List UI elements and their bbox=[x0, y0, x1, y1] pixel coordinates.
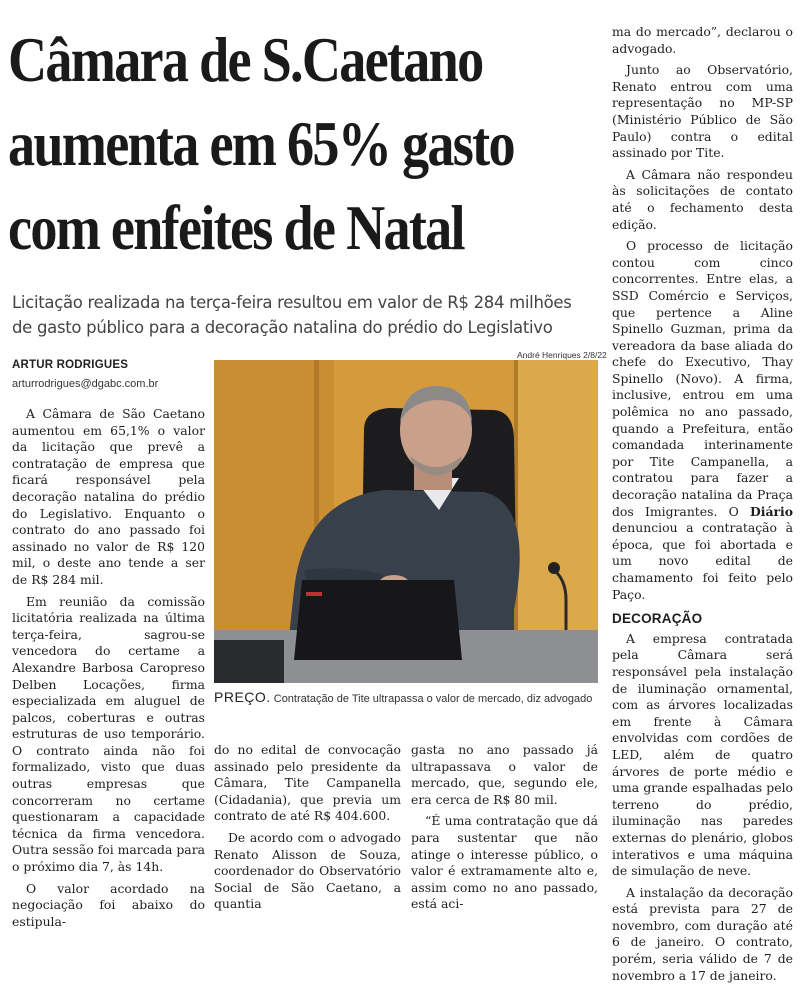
paragraph: do no edital de convocação assinado pelo presidente da Câmara, Tite Campanella (Cidadania), que previa um contrato de até R$ 404.600. bbox=[214, 742, 401, 824]
paragraph: A instalação da decoração está prevista para 27 de novembro, com duração até 6 de janeiro. O contrato, porém, seria válido de 7 de novembro a 17 de janeiro. bbox=[612, 884, 793, 983]
paragraph-text: denunciou a contratação à época, que foi abortada e um novo edital de chamamento foi feito pelo Paço. bbox=[612, 520, 793, 602]
article-column-2 bbox=[214, 742, 401, 918]
article-photo bbox=[214, 360, 598, 683]
paragraph: De acordo com o advogado Renato Alisson de Souza, coordenador do Observatório Social de São Caetano, a quantia bbox=[214, 829, 401, 912]
author-byline: ARTUR RODRIGUES bbox=[12, 359, 129, 371]
subheadline-line-1: Licitação realizada na terça-feira resultou em valor de R$ 284 milhões bbox=[12, 293, 572, 312]
paragraph: A Câmara de São Caetano aumentou em 65,1% o valor da licitação que prevê a contratação de empresa que ficará responsável pela decoração natalina do prédio do Legislativo. Enquanto o contrato do ano passado foi assinado no valor de R$ 120 mil, o deste ano tende a ser de R$ 284 mil. bbox=[12, 406, 205, 587]
article-column-1 bbox=[12, 406, 205, 935]
section-heading: DECORAÇÃO bbox=[612, 611, 703, 627]
desk-object bbox=[214, 640, 284, 683]
headline bbox=[8, 18, 524, 270]
paragraph: “É uma contratação que dá para sustentar que não atinge o interesse público, o valor é extramamente alto e, assim como no ano passado, está aci- bbox=[411, 813, 598, 912]
article-column-4 bbox=[612, 24, 793, 989]
author-email: arturrodrigues@dgabc.com.br bbox=[12, 378, 159, 390]
caption-text: Contratação de Tite ultrapassa o valor de mercado, diz advogado bbox=[273, 693, 593, 705]
paragraph: Em reunião da comissão licitatória realizada na última terça-feira, sagrou-se vencedora do certame a Alexandre Barbosa Caropreso Delben Locações, firma especializada em aluguel de palcos, coberturas e outras estruturas de uso temporário. O contrato ainda não foi formalizado, visto que duas outras empresas que concorreram no certame questionaram a capacidade técnica da firma vencedora. Outra sessão foi marcada para o próximo dia 7, às 14h. bbox=[12, 593, 205, 875]
paragraph-text: O processo de licitação contou com cinco concorrentes. Entre elas, a SSD Comércio e Serviços, que pertence a Aline Spinello Guzman, prima da vereadora da base aliada do chefe do Executivo, Thay Spinello (Novo). A firma, inclusive, entrou em uma polêmica no ano passado, quando a Prefeitura, então comandada interinamente por Tite Campanella, a contratou para fazer a decoração natalina da Praça dos Imigrantes. O bbox=[612, 238, 793, 519]
paragraph: Junto ao Observatório, Renato entrou com uma representação no MP-SP (Ministério Público de São Paulo) contra o edital assinado por Tite. bbox=[612, 62, 793, 161]
subheadline-line-2: de gasto público para a decoração natalina do prédio do Legislativo bbox=[12, 318, 553, 337]
caption-label: PREÇO. bbox=[214, 689, 271, 705]
photo-caption bbox=[214, 689, 604, 705]
headline-line-1: Câmara de S.Caetano bbox=[8, 25, 483, 95]
headline-line-2: aumenta em 65% gasto bbox=[8, 109, 514, 179]
paragraph bbox=[612, 238, 793, 603]
laptop-logo bbox=[306, 592, 322, 596]
paragraph: A empresa contratada pela Câmara será responsável pela instalação de iluminação ornamental, com as árvores localizadas em frente à Câmara envolvidas com cordões de LED, além de quatro árvores de porte médio e uma grande espalhadas pelo terreno do prédio, iluminação nas paredes externas do plenário, globos interativos e uma máquina de simulação de neve. bbox=[612, 630, 793, 879]
microphone-head bbox=[548, 562, 560, 574]
photo-illustration bbox=[214, 360, 598, 683]
paragraph: gasta no ano passado já ultrapassava o valor de mercado, que, segundo ele, era cerca de R$ 80 mil. bbox=[411, 742, 598, 807]
photo-credit: André Henriques 2/8/22 bbox=[517, 350, 607, 360]
newspaper-name: Diário bbox=[750, 503, 793, 519]
subheadline bbox=[12, 290, 602, 340]
article-column-3 bbox=[411, 742, 598, 918]
paragraph: A Câmara não respondeu às solicitações de contato até o fechamento desta edição. bbox=[612, 166, 793, 232]
paragraph: ma do mercado”, declarou o advogado. bbox=[612, 24, 793, 56]
headline-line-3: com enfeites de Natal bbox=[8, 193, 464, 263]
paragraph: O valor acordado na negociação foi abaixo do estipula- bbox=[12, 880, 205, 929]
